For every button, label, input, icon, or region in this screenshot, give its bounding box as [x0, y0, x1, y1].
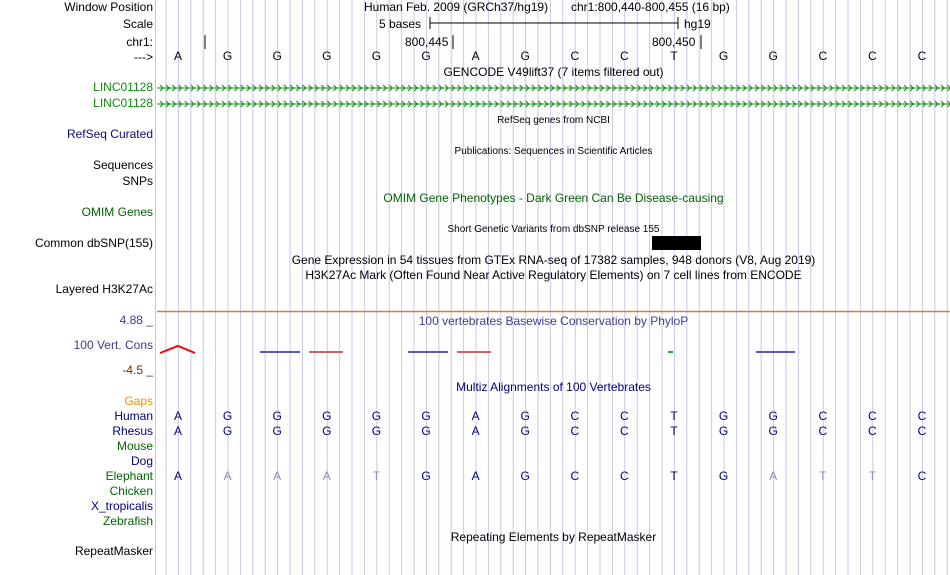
alignment-base: G [768, 424, 778, 438]
repeatmasker-track-label[interactable]: RepeatMasker [74, 544, 153, 558]
phylop-track-title: 100 vertebrates Basewise Conservation by PhyloP [418, 314, 689, 328]
base-letter: A [173, 49, 182, 63]
alignment-base: G [222, 424, 233, 438]
alignment-base: A [173, 409, 182, 423]
base-letter: G [718, 49, 729, 63]
multiz-track-title: Multiz Alignments of 100 Vertebrates [456, 380, 651, 394]
alignment-base: T [670, 409, 678, 423]
dbsnp-track-title: Short Genetic Variants from dbSNP release 155 [447, 224, 660, 235]
refseq-track-title: RefSeq genes from NCBI [497, 115, 610, 126]
chr-label: chr1: [126, 35, 153, 49]
alignment-base: G [421, 424, 431, 438]
dbsnp-variant-block [652, 236, 701, 250]
base-letter: G [272, 49, 282, 63]
alignment-base: A [471, 409, 480, 423]
alignment-base: C [620, 409, 629, 423]
base-letter: C [818, 49, 828, 63]
alignment-base: T [868, 469, 877, 483]
dbsnp-track-label[interactable]: Common dbSNP(155) [34, 236, 153, 250]
species-label[interactable]: Rhesus [112, 424, 153, 438]
alignment-base: A [471, 424, 480, 438]
assembly-db: hg19 [684, 17, 711, 31]
strand-label: ---> [134, 50, 153, 64]
alignment-base: G [718, 424, 729, 438]
base-letter: C [620, 49, 629, 63]
coordinate-label: 800,450 [652, 35, 696, 49]
alignment-base: T [670, 469, 678, 483]
window-position-label: Window Position [64, 0, 153, 14]
alignment-base: A [173, 469, 182, 483]
gencode-gene-feature [157, 101, 950, 107]
alignment-base: G [272, 424, 282, 438]
alignment-base: C [917, 424, 927, 438]
cons-min-label: -4.5 _ [122, 363, 153, 377]
phylop-peak [160, 346, 195, 353]
species-label[interactable]: Elephant [105, 469, 153, 483]
publications-track-title: Publications: Sequences in Scientific Articles [454, 146, 653, 157]
species-label[interactable]: Chicken [109, 484, 153, 498]
alignment-base: C [917, 409, 927, 423]
alignment-base: C [917, 469, 927, 483]
omim-track-label[interactable]: OMIM Genes [81, 205, 153, 219]
assembly-title: Human Feb. 2009 (GRCh37/hg19) [364, 0, 549, 14]
omim-track-title: OMIM Gene Phenotypes - Dark Green Can Be Disease-causing [383, 191, 724, 205]
position-readout: chr1:800,440-800,455 (16 bp) [571, 0, 730, 14]
alignment-base: C [570, 409, 580, 423]
cons-track-label[interactable]: 100 Vert. Cons [73, 338, 153, 352]
alignment-base: G [520, 469, 530, 483]
alignment-base: G [322, 424, 332, 438]
alignment-base: G [272, 409, 282, 423]
gencode-gene-label[interactable]: LINC01128 [93, 80, 153, 94]
alignment-base: A [173, 424, 182, 438]
species-label[interactable]: Dog [130, 454, 153, 468]
alignment-base: G [718, 469, 729, 483]
alignment-base: G [718, 409, 729, 423]
base-letter: A [471, 49, 480, 63]
species-label[interactable]: Human [114, 409, 153, 423]
alignment-base: G [421, 469, 431, 483]
h3k27ac-track-label[interactable]: Layered H3K27Ac [55, 282, 153, 296]
alignment-base: G [222, 409, 233, 423]
alignment-base: A [223, 469, 232, 483]
base-letter: G [421, 49, 431, 63]
alignment-base: C [868, 409, 877, 423]
alignment-base: T [819, 469, 827, 483]
alignment-base: C [570, 469, 580, 483]
gencode-gene-label[interactable]: LINC01128 [93, 96, 153, 110]
gtex-track-title: Gene Expression in 54 tissues from GTEx RNA-seq of 17382 samples, 948 donors (V8, Aug 2019) [291, 253, 816, 267]
base-letter: G [768, 49, 778, 63]
alignment-base: C [818, 424, 828, 438]
base-letter: G [520, 49, 530, 63]
alignment-base: G [371, 424, 382, 438]
alignment-base: G [768, 409, 778, 423]
alignment-base: A [769, 469, 778, 483]
cons-max-label: 4.88 _ [119, 313, 153, 327]
species-label[interactable]: X_tropicalis [90, 499, 153, 513]
alignment-base: C [570, 424, 580, 438]
alignment-base: A [471, 469, 480, 483]
sequences-track-label[interactable]: Sequences [92, 158, 153, 172]
scale-bar-text: 5 bases [379, 17, 422, 31]
alignment-base: T [372, 469, 381, 483]
species-label[interactable]: Zebrafish [102, 514, 153, 528]
gencode-gene-feature [157, 85, 950, 91]
species-label[interactable]: Mouse [116, 439, 153, 453]
base-letter: C [868, 49, 877, 63]
gencode-track-title: GENCODE V49lift37 (7 items filtered out) [443, 65, 664, 79]
alignment-base: G [520, 409, 530, 423]
base-letter: C [570, 49, 580, 63]
alignment-base: C [868, 424, 877, 438]
base-letter: G [222, 49, 233, 63]
alignment-base: C [818, 409, 828, 423]
alignment-base: A [273, 469, 282, 483]
alignment-base: A [322, 469, 331, 483]
base-letter: C [917, 49, 927, 63]
alignment-base: C [620, 469, 629, 483]
alignment-base: G [421, 409, 431, 423]
refseq-track-label[interactable]: RefSeq Curated [66, 127, 153, 141]
base-letter: T [670, 49, 678, 63]
alignment-base: G [371, 409, 382, 423]
alignment-base: C [620, 424, 629, 438]
h3k27ac-track-title: H3K27Ac Mark (Often Found Near Active Regulatory Elements) on 7 cell lines from ENCODE [305, 268, 802, 282]
alignment-base: G [322, 409, 332, 423]
repeatmasker-track-title: Repeating Elements by RepeatMasker [450, 530, 657, 544]
alignment-base: G [520, 424, 530, 438]
scale-label: Scale [122, 17, 153, 31]
gaps-label: Gaps [124, 394, 153, 408]
base-letter: G [371, 49, 382, 63]
snps-track-label[interactable]: SNPs [122, 174, 153, 188]
alignment-base: T [670, 424, 678, 438]
base-letter: G [322, 49, 332, 63]
coordinate-label: 800,445 [405, 35, 449, 49]
